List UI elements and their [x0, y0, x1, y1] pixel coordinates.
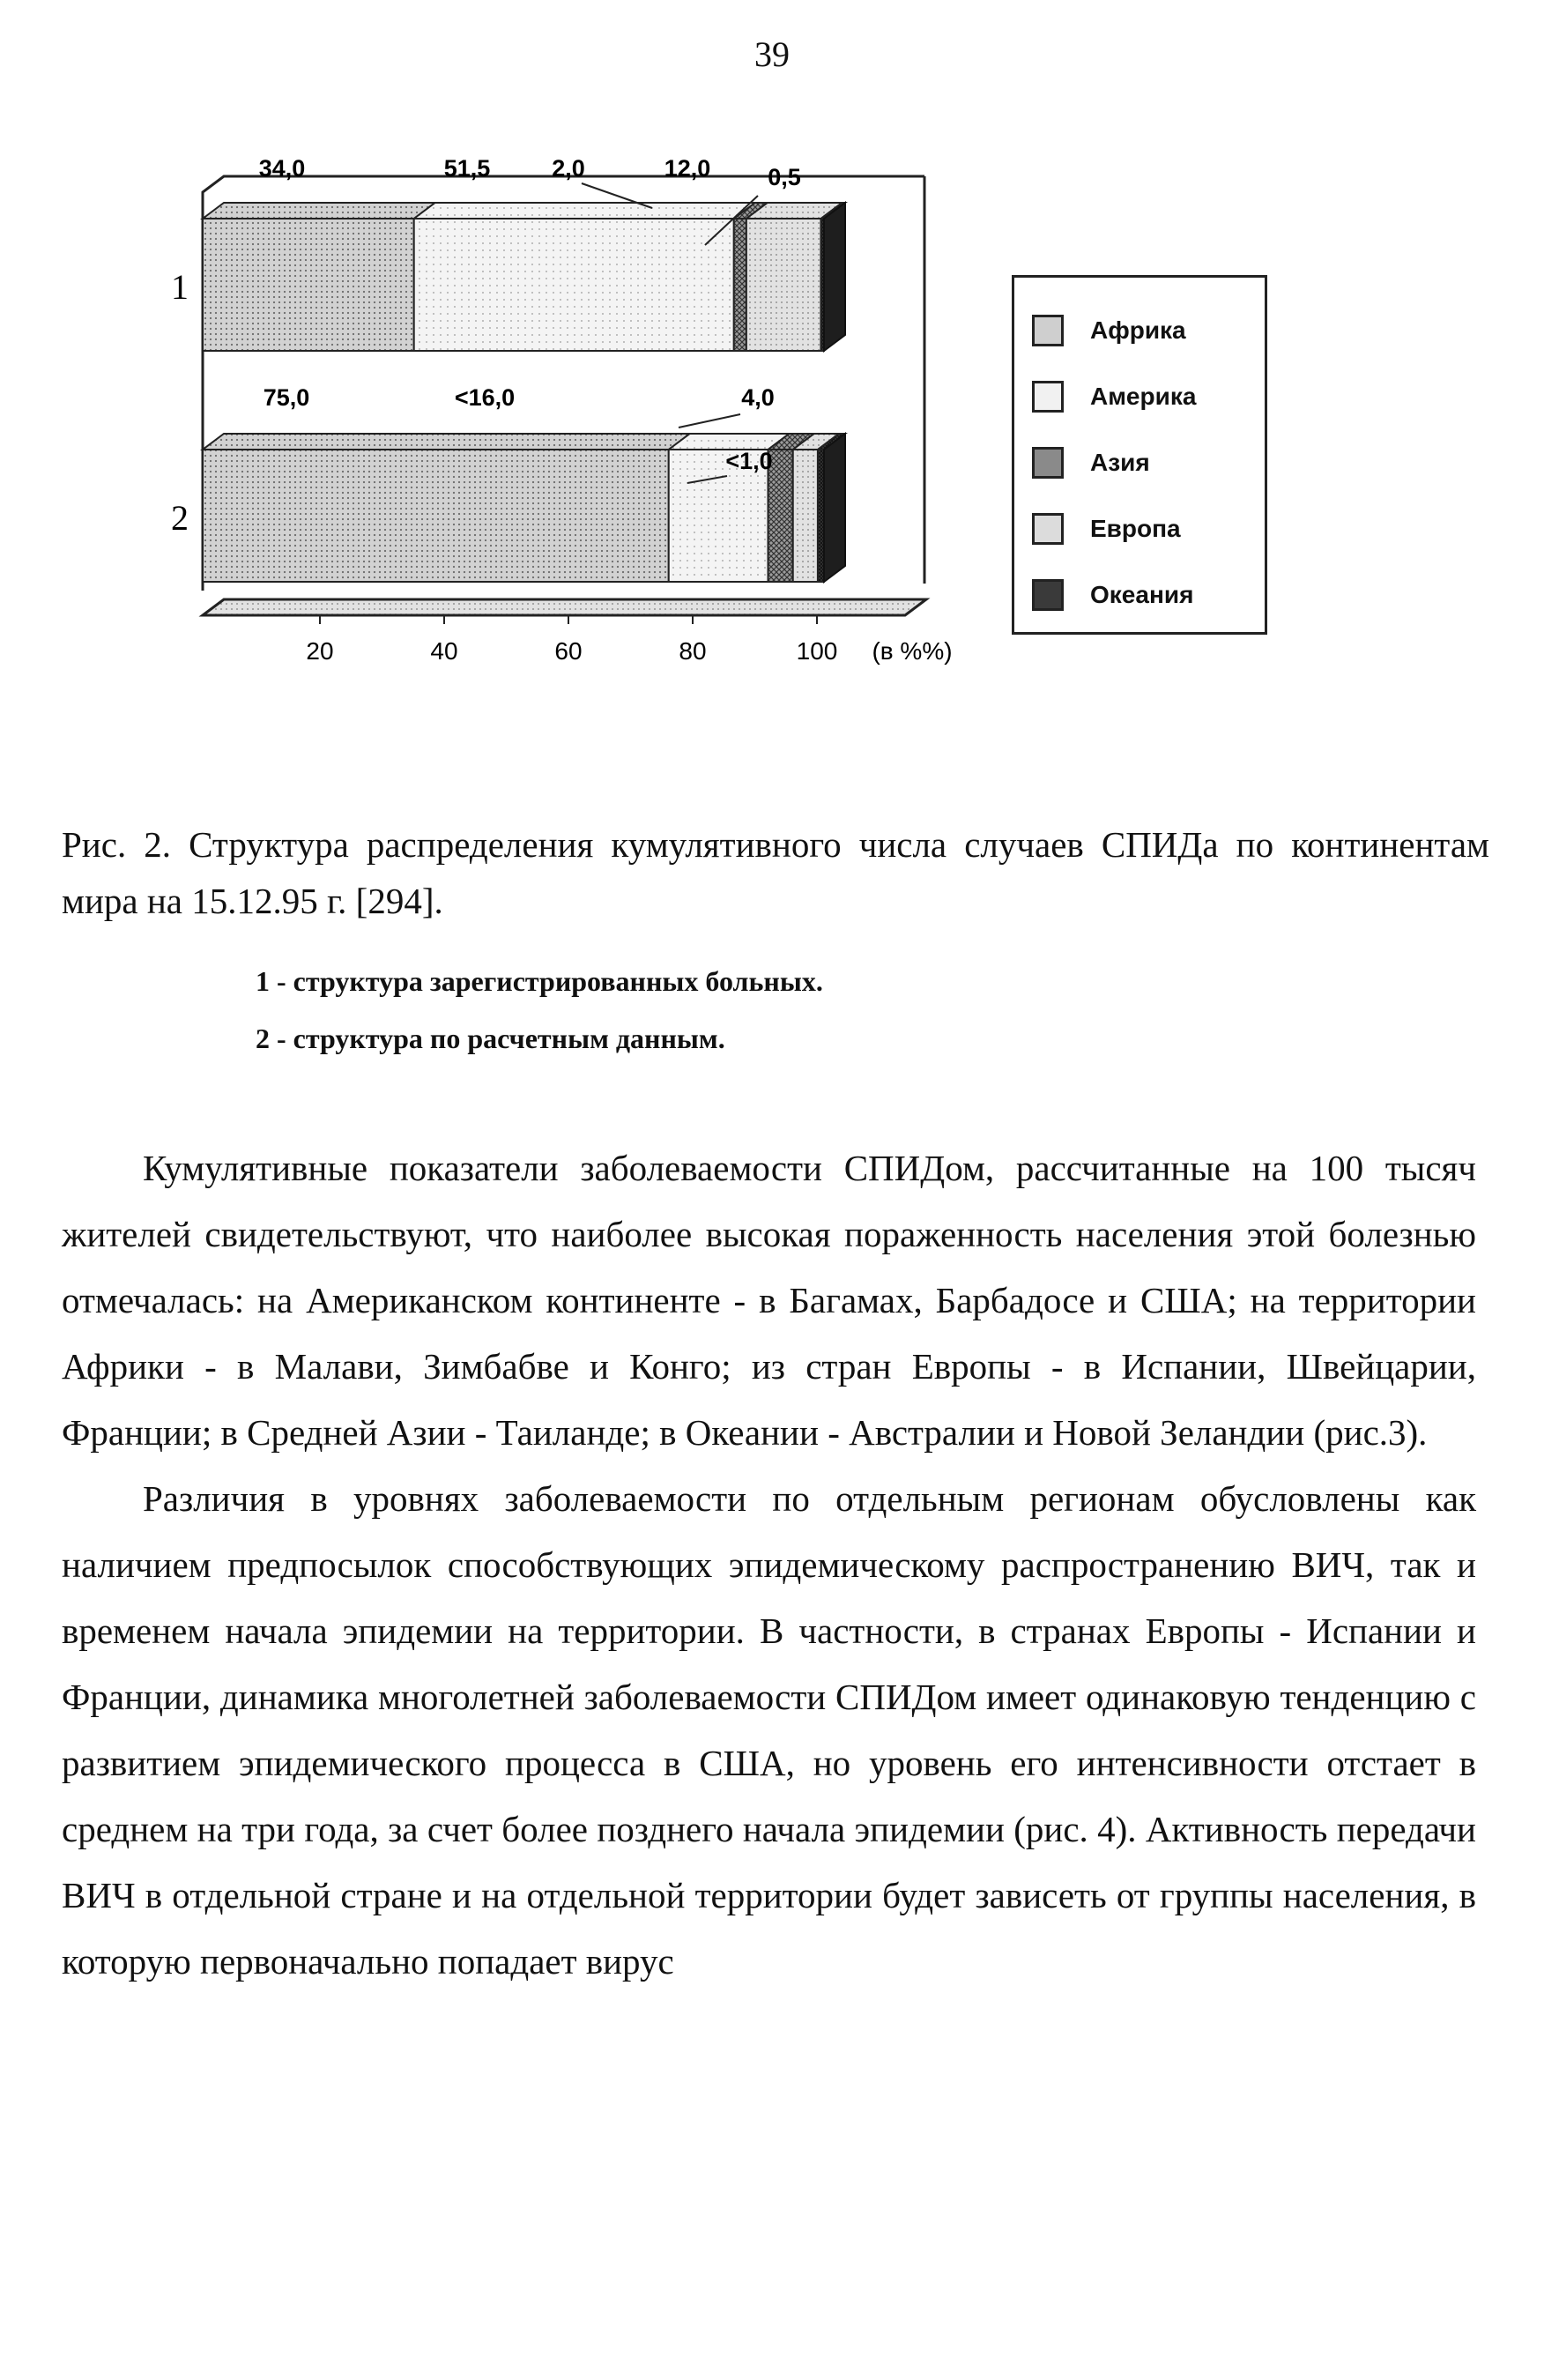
figure-caption-note-2: 2 - структура по расчетным данным. — [256, 1023, 725, 1054]
x-tick-label-1: 40 — [430, 637, 458, 665]
x-tick-label-0: 20 — [306, 637, 334, 665]
paragraph-1: Кумулятивные показатели заболеваемости СПИДом, рассчитанные на 100 тысяч жителей свидетельствуют, что наиболее высокая пораженность населения этой болезнью отмечалась: на Американском континенте - в Багамах, Барбадосе и США; на территории Африки - в Малави, Зимбабве и Конго; из стран Европы - в Испании, Швейцарии, Франции; в Средней Азии - Таиланде; в Океании - Австралии и Новой Зеландии (рис.3). — [62, 1148, 1476, 1453]
legend-item — [1032, 297, 1265, 363]
x-tick-label-3: 80 — [679, 637, 707, 665]
chart-legend — [1012, 275, 1267, 635]
data-label-bar1-0: 34,0 — [258, 155, 306, 182]
legend-swatch — [1032, 315, 1064, 346]
legend-swatch — [1032, 447, 1064, 479]
legend-swatch — [1032, 579, 1064, 611]
bar-1-segment-1 — [414, 203, 755, 351]
paragraph-2: Различия в уровнях заболеваемости по отдельным регионам обусловлены как наличием предпосылок способствующих эпидемическому распространению ВИЧ, так и временем начала эпидемии на территории. В частности, в странах Европы - Испании и Франции, динамика многолетней заболеваемости СПИДом имеет одинаковую тенденцию с развитием эпидемического процесса в США, но уровень его интенсивности отстает в среднем на три года, за счет более позднего начала эпидемии (рис. 4). Активность передачи ВИЧ в отдельной стране и на отдельной территории будет зависеть от группы населения, в которую первоначально попадает вирус — [62, 1478, 1476, 1982]
data-label-bar2-2: 4,0 — [741, 384, 775, 411]
figure-caption-text: Рис. 2. Структура распределения кумулятивного числа случаев СПИДа по континентам мира на 15.12.95 г. [294]. — [62, 824, 1489, 921]
figure-caption-note-1: 1 - структура зарегистрированных больных. — [256, 965, 823, 997]
x-axis-unit: (в %%) — [872, 637, 953, 665]
legend-label: Океания — [1090, 580, 1194, 608]
category-label-2: 2 — [171, 498, 189, 538]
stacked-bar-chart-figure — [171, 141, 1304, 740]
page-number: 39 — [754, 34, 790, 74]
legend-label: Европа — [1090, 514, 1181, 542]
data-label-bar2-3: <1,0 — [725, 448, 773, 474]
chart-svg — [171, 141, 953, 740]
legend-item — [1032, 495, 1265, 562]
bar-1-side — [824, 203, 845, 351]
chart-floor — [203, 599, 926, 615]
legend-item — [1032, 363, 1265, 429]
data-label-bar2-1: <16,0 — [454, 384, 516, 411]
data-label-bar1-1: 51,5 — [443, 155, 491, 182]
body-text — [62, 1135, 1476, 1995]
legend-item — [1032, 562, 1265, 628]
bar-2-segment-0 — [203, 434, 690, 582]
data-label-bar1-3: 12,0 — [664, 155, 711, 182]
data-label-bar1-4: 0,5 — [768, 164, 801, 190]
legend-swatch — [1032, 381, 1064, 413]
bar-2-side — [824, 434, 845, 582]
legend-swatch — [1032, 513, 1064, 545]
x-tick-label-2: 60 — [554, 637, 583, 665]
legend-label: Америка — [1090, 382, 1197, 410]
figure-caption — [62, 816, 1489, 929]
legend-item — [1032, 429, 1265, 495]
legend-label: Африка — [1090, 316, 1186, 344]
legend-label: Азия — [1090, 448, 1150, 476]
data-label-bar2-0: 75,0 — [263, 384, 310, 411]
leader-line-2 — [679, 414, 740, 428]
x-tick-label-4: 100 — [796, 637, 838, 665]
category-label-1: 1 — [171, 267, 189, 307]
data-label-bar1-2: 2,0 — [552, 155, 585, 182]
bar-1-segment-0 — [203, 203, 435, 351]
chart-x-axis — [306, 615, 952, 665]
